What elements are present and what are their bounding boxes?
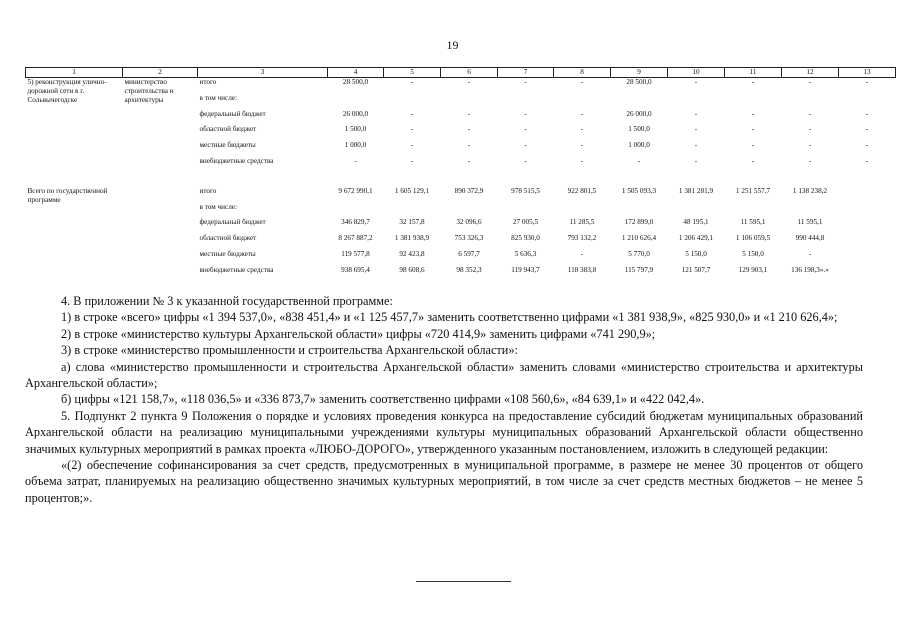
empty-cell [123,173,198,187]
empty-cell [725,173,782,187]
paragraph: «(2) обеспечение софинансирования за счет средств, предусмотренных в муниципальной программе, в размере не менее 30 процентов от общего объема затрат, планируемых на реализацию общественно значимых культурных мероприятий, в том числе за счет средств местных бюджетов – не менее 5 процентов;». [25,458,863,505]
amount-cell: - [410,125,414,134]
amount-cell: - [354,156,357,165]
amount-cell [498,203,554,219]
empty-cell [441,173,498,187]
page-number: 19 [446,38,459,52]
amount-cell: - [694,78,698,86]
column-number-cell: 2 [123,68,198,78]
amount-cell: 753 326,3 [454,234,484,243]
amount-cell: 1 106 059,5 [735,234,771,243]
amount-cell: - [808,141,812,150]
empty-cell [839,250,896,266]
amount-cell: 1 500,0 [344,125,367,134]
amount-cell: 92 423,8 [399,249,425,258]
amount-cell: - [808,156,812,165]
funding-source-cell: местные бюджеты [199,249,256,258]
funding-source-cell: федеральный бюджет [199,218,266,227]
empty-cell [554,173,611,187]
amount-cell [554,203,611,219]
amount-cell: - [808,249,812,258]
empty-cell [198,173,328,187]
amount-cell: - [580,156,584,165]
amount-cell: 922 801,5 [567,186,597,195]
amount-cell: 118 383,8 [567,265,597,274]
column-number-cell: 11 [725,68,782,78]
amount-cell: 129 903,1 [738,265,768,274]
amount-cell: 28 500,0 [626,78,652,86]
amount-cell: - [410,78,414,86]
amount-cell: 6 597,7 [458,249,480,258]
amount-cell: 11 595,1 [797,218,823,227]
amount-cell [384,94,441,110]
table-spacer-row [26,173,896,187]
amount-cell: 11 595,1 [740,218,766,227]
paragraph: 4. В приложении № 3 к указанной государственной программе: [61,294,393,308]
empty-cell [839,203,896,219]
paragraph: б) цифры «121 158,7», «118 036,5» и «336 873,7» заменить соответственно цифрами «108 560,6», «84 639,1» и «422 042,4». [61,392,705,407]
amount-cell [441,94,498,110]
amount-cell: - [808,78,812,86]
column-number-cell: 4 [328,68,384,78]
amount-cell: - [751,156,755,165]
program-item-cell: 5) реконструкция улично-дорожной сети в г. Сольвычегодске [27,78,107,104]
amount-cell: 1 138 238,2 [792,186,828,195]
amount-cell: - [694,141,698,150]
amount-cell [384,203,441,219]
funding-source-cell: внебюджетные средства [199,156,274,165]
empty-cell [26,173,123,187]
funding-source-cell: в том числе: [199,93,237,102]
empty-cell [611,173,668,187]
amount-cell: - [694,109,698,118]
empty-cell [782,173,839,187]
empty-cell [384,173,441,187]
amount-cell: 27 005,5 [512,218,539,227]
amount-cell [782,94,839,110]
amount-cell: 32 157,8 [399,218,425,227]
amount-cell: - [410,141,414,150]
amount-cell: - [524,78,527,86]
amount-cell: 990 444,8 [795,234,825,243]
amount-cell: 346 829,7 [341,218,370,227]
amount-cell: - [467,156,471,165]
funding-source-cell: внебюджетные средства [199,265,274,274]
amount-cell: - [580,249,584,258]
amount-cell: 5 150,0 [742,249,764,258]
amount-cell: 1 000,0 [628,141,650,150]
amount-cell [328,94,384,110]
amount-cell [725,203,782,219]
amount-cell: 98 608,6 [399,265,425,274]
empty-cell [839,218,896,234]
amount-cell: - [751,78,755,86]
amount-cell: - [808,109,812,118]
amount-cell: 119 943,7 [511,265,540,274]
amount-cell: - [524,125,527,134]
column-number-cell: 12 [782,68,839,78]
amount-cell [668,203,725,219]
amount-cell: - [865,125,869,134]
amount-cell [839,94,896,110]
amount-cell: 938 695,4 [341,265,370,274]
amount-cell: 28 500,0 [342,78,369,86]
paragraph: 5. Подпункт 2 пункта 9 Положения о порядке и условиях проведения конкурса на предоставление субсидий бюджетам муниципальных образований Архангельской области на реализацию муниципальными учреждениями культуры муниципальных образований Архангельской области общественно значимых культурных мероприятий в рамках проекта «ЛЮБО-ДОРОГО», утвержденного указанным постановлением, изложить в следующей редакции: [25,408,863,456]
amount-cell: 32 096,6 [456,218,482,227]
amendment-text [25,293,863,506]
amount-cell: - [808,125,812,134]
column-number-cell: 8 [554,68,611,78]
funding-source-cell: местные бюджеты [199,141,256,150]
empty-cell [839,266,896,282]
amount-cell: - [524,141,527,150]
amount-cell: 978 515,5 [511,186,540,195]
amount-cell: 48 195,1 [683,218,709,227]
amount-cell: 1 605 129,1 [394,186,430,195]
amount-cell: 5 150,0 [685,249,707,258]
amount-cell: - [524,109,527,118]
paragraph: а) слова «министерство промышленности и строительства Архангельской области» заменить словами «министерство строительства и архитектуры Архангельской области»; [25,359,863,391]
amount-cell: - [410,109,414,118]
amount-cell: 11 285,5 [569,218,595,227]
amount-cell: - [467,78,471,86]
column-number-cell: 13 [839,68,896,78]
amount-cell [725,94,782,110]
column-number-cell: 9 [611,68,668,78]
funding-source-cell: в том числе: [199,202,237,211]
amount-cell: - [694,125,698,134]
amount-cell: 1 500,0 [628,125,650,134]
empty-cell [498,173,554,187]
amount-cell: - [467,125,471,134]
amount-cell [782,203,839,219]
amount-cell: 1 381 938,9 [394,234,430,243]
amount-cell: - [865,156,869,165]
table-row [26,78,896,94]
executor-cell: министерство строительства и архитектуры [124,78,174,104]
amount-cell: 5 770,0 [628,249,650,258]
amount-cell: - [580,109,584,118]
amount-cell: 26 000,0 [626,109,652,118]
column-number-cell: 3 [198,68,328,78]
amount-cell: 121 507,7 [681,265,711,274]
amount-cell: - [637,156,641,165]
amount-cell: 793 132,2 [567,234,597,243]
amount-cell: - [524,156,527,165]
empty-cell [839,234,896,250]
amount-cell: - [694,156,698,165]
funding-source-cell: областной бюджет [199,234,257,243]
paragraph: 2) в строке «министерство культуры Архангельской области» цифры «720 414,9» заменить цифрами «741 290,9»; [61,326,656,341]
amount-cell: 98 352,3 [456,265,482,274]
amount-cell [498,94,554,110]
amount-cell [611,203,668,219]
funding-source-cell: федеральный бюджет [199,109,266,118]
funding-source-cell: итого [199,186,217,195]
amount-cell: - [410,156,414,165]
amount-cell: - [580,78,584,86]
amount-cell: 1 210 626,4 [621,234,657,243]
amount-cell: 115 797,9 [624,265,654,274]
executor-cell [123,187,198,282]
empty-cell [668,173,725,187]
amount-cell: 172 899,0 [624,218,654,227]
amount-cell: 890 372,9 [454,186,484,195]
program-funding-table [25,67,896,282]
table-header-row [26,68,896,78]
amount-cell: 8 267 887,2 [338,234,373,243]
funding-source-cell: областной бюджет [199,125,257,134]
column-number-cell: 5 [384,68,441,78]
amount-cell: 119 577,8 [341,249,370,258]
amount-cell: - [865,141,869,150]
amount-cell: 1 000,0 [344,141,367,150]
table-row [26,187,896,203]
footer-separator [416,581,511,582]
column-number-cell: 1 [26,68,123,78]
amount-cell [441,203,498,219]
amount-cell: - [865,109,869,118]
amount-cell: 5 636,3 [514,249,537,258]
amount-cell [328,203,384,219]
column-number-cell: 10 [668,68,725,78]
amount-cell: 26 000,0 [342,109,369,118]
empty-cell [839,173,896,187]
amount-cell [668,94,725,110]
column-number-cell: 7 [498,68,554,78]
amount-cell: 825 930,0 [511,234,540,243]
amount-cell: 1 206 429,1 [678,234,714,243]
amount-cell: - [751,141,755,150]
program-item-cell: Всего по государственной программе [27,186,108,204]
amount-cell: 9 672 990,1 [338,186,373,195]
empty-cell [839,187,896,203]
amount-cell [611,94,668,110]
paragraph: 1) в строке «всего» цифры «1 394 537,0», «838 451,4» и «1 125 457,7» заменить соответственно цифрами «1 381 938,9», «825 930,0» и «1 210 626,4»; [61,310,838,325]
amount-cell: 1 505 093,3 [621,186,657,195]
funding-source-cell: итого [199,78,217,86]
amount-cell: - [580,125,584,134]
amount-cell: - [865,78,869,86]
amount-cell: - [580,141,584,150]
amount-cell: - [751,125,755,134]
paragraph: 3) в строке «министерство промышленности и строительства Архангельской области»: [61,343,518,358]
empty-cell [328,173,384,187]
amount-cell: 1 381 281,9 [678,186,714,195]
amount-cell: 136 198,3».» [791,265,829,274]
amount-cell: - [467,141,471,150]
column-number-cell: 6 [441,68,498,78]
amount-cell: - [467,109,471,118]
amount-cell: - [751,109,755,118]
amount-cell: 1 251 557,7 [735,186,771,195]
amount-cell [554,94,611,110]
